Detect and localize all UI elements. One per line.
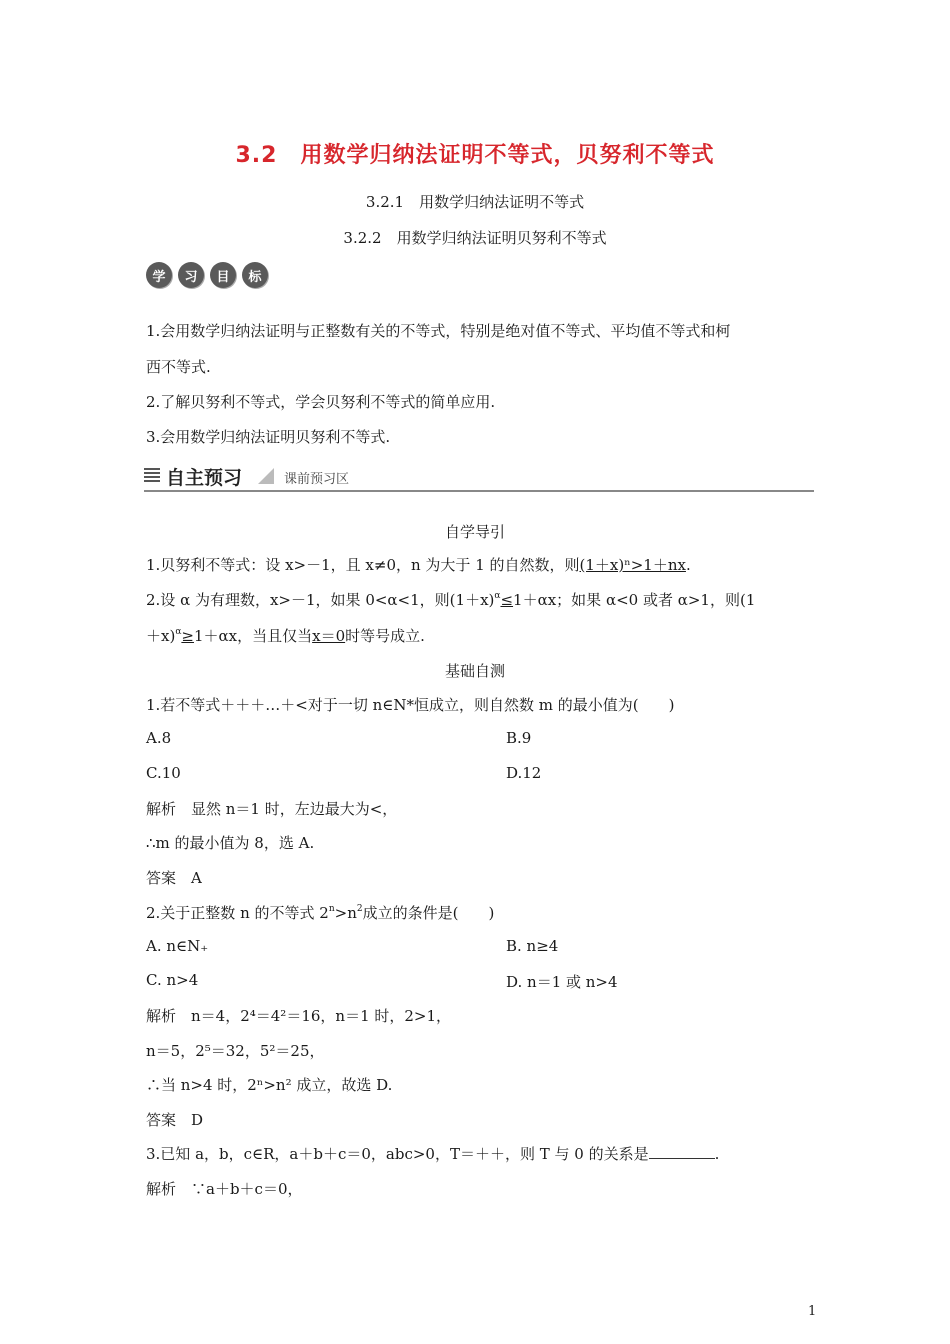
guide-line-2 (146, 589, 755, 610)
q3-solution-1: 解析 ∵a＋b＋c＝0， (146, 1180, 303, 1198)
guide-line-1 (146, 554, 691, 575)
guide-text: 1.贝努利不等式：设 x>－1，且 x≠0，n 为大于 1 的自然数，则 (146, 556, 580, 574)
guide-text: ＋x) (146, 627, 176, 645)
q1-option-a: A.8 (146, 729, 172, 747)
exponent: α (175, 627, 182, 637)
guide-text: 1＋αx，当且仅当 (193, 627, 313, 645)
badge-char: 学 (146, 262, 172, 288)
fill-answer: (1＋x)ⁿ>1＋nx (579, 556, 686, 574)
q2-solution-3: ∴当 n>4 时，2ⁿ>n² 成立，故选 D. (146, 1076, 393, 1094)
badge-char: 目 (210, 262, 236, 288)
q2-option-b: B. n≥4 (506, 937, 559, 955)
q2-option-a: A. n∈N₊ (146, 937, 209, 955)
badge-char: 标 (242, 262, 268, 288)
q1-option-c: C.10 (146, 764, 181, 782)
q1-solution-2: ∴m 的最小值为 8，选 A. (146, 834, 315, 852)
q2-stem-text: >n (334, 904, 357, 922)
test-heading: 基础自测 (444, 662, 505, 680)
guide-heading: 自学导引 (444, 523, 505, 541)
fill-answer: ≥ (181, 627, 194, 645)
answer-blank (649, 1146, 715, 1159)
objective-1: 1.会用数学归纳法证明与正整数有关的不等式，特别是绝对值不等式、平均值不等式和柯 (146, 322, 731, 340)
exponent: 2 (356, 904, 363, 914)
objective-1-cont: 西不等式. (146, 358, 211, 376)
q2-option-c: C. n>4 (146, 971, 199, 989)
fill-answer: ≤ (500, 591, 514, 609)
subtitle-1: 3.2.1 用数学归纳法证明不等式 (365, 193, 585, 211)
q1-stem: 1.若不等式＋＋＋…＋<对于一切 n∈N*恒成立，则自然数 m 的最小值为( ) (146, 696, 675, 714)
q2-answer: 答案 D (146, 1111, 204, 1129)
objective-2: 2.了解贝努利不等式，学会贝努利不等式的简单应用. (146, 393, 496, 411)
section-header (144, 462, 814, 492)
exponent: α (494, 591, 501, 601)
subtitle-2: 3.2.2 用数学归纳法证明贝努利不等式 (343, 229, 607, 247)
triangle-icon (258, 468, 274, 484)
q3-stem (146, 1143, 719, 1164)
fill-answer: x＝0 (312, 627, 346, 645)
guide-line-3 (146, 625, 425, 646)
lines-icon (144, 468, 160, 482)
section-subtitle: 课前预习区 (284, 472, 350, 487)
q2-option-d: D. n＝1 或 n>4 (506, 973, 618, 991)
q2-solution-2: n＝5，2⁵＝32，5²＝25， (146, 1042, 325, 1060)
badge-char: 习 (178, 262, 204, 288)
learning-goals-badge (146, 262, 268, 288)
q3-stem-text: 3.已知 a，b，c∈R，a＋b＋c＝0，abc>0，T＝＋＋，则 T 与 0 的关系是 (146, 1145, 649, 1163)
section-title: 自主预习 (166, 467, 243, 489)
q2-stem-text: 2.关于正整数 n 的不等式 2 (146, 904, 329, 922)
objective-3: 3.会用数学归纳法证明贝努利不等式. (146, 428, 391, 446)
guide-text: 1＋αx；如果 α<0 或者 α>1，则(1 (513, 591, 756, 609)
q2-stem (146, 902, 494, 923)
q1-solution-1: 解析 显然 n＝1 时，左边最大为<， (146, 800, 398, 818)
guide-text: 2.设 α 为有理数，x>－1，如果 0<α<1，则(1＋x) (146, 591, 495, 609)
q2-solution-1: 解析 n＝4，2⁴＝4²＝16，n＝1 时，2>1， (146, 1007, 452, 1025)
q1-option-b: B.9 (506, 729, 532, 747)
page-number: 1 (808, 1304, 817, 1319)
guide-text: 时等号成立. (345, 627, 425, 645)
page-title: 3.2 用数学归纳法证明不等式，贝努利不等式 (235, 143, 715, 168)
exponent: n (328, 904, 335, 914)
q1-option-d: D.12 (506, 764, 542, 782)
q1-answer: 答案 A (146, 869, 202, 887)
q3-stem-end: . (714, 1145, 720, 1163)
q2-stem-text: 成立的条件是( ) (362, 904, 495, 922)
guide-text: . (685, 556, 691, 574)
